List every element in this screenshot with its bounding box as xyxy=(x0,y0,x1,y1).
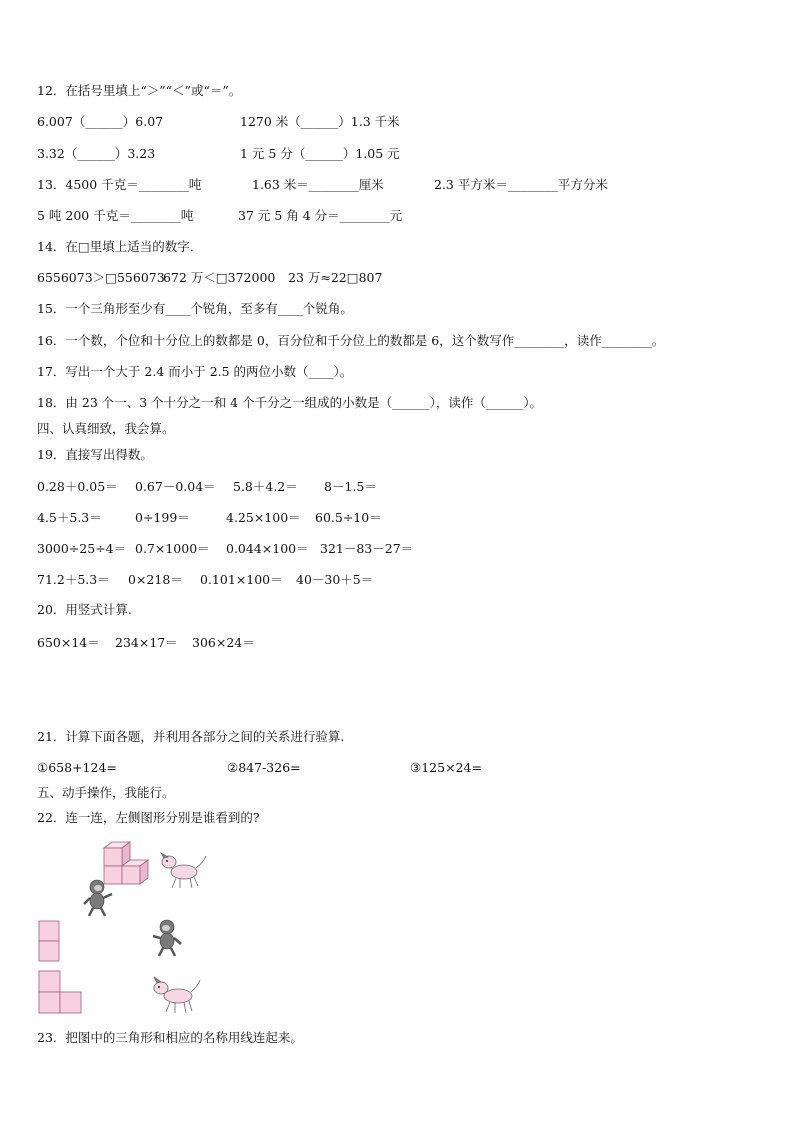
q21-item: ②847-326= xyxy=(227,760,301,775)
q20-item: 234×17＝ xyxy=(115,635,178,650)
section-heading: 五、动手操作，我能行。 xyxy=(37,785,175,800)
monkey-icon xyxy=(82,878,116,918)
q13-item: 13．4500 千克＝________吨 xyxy=(37,177,202,192)
q20-item: 650×14＝ xyxy=(37,635,100,650)
q23-title: 23．把图中的三角形和相应的名称用线连起来。 xyxy=(37,1030,303,1045)
q21-item: ③125×24= xyxy=(410,760,482,775)
q17-text: 17．写出一个大于 2.4 而小于 2.5 的两位小数（____）。 xyxy=(37,364,353,379)
q19-expr: 0.101×100＝ xyxy=(200,572,283,587)
q20-item: 306×24＝ xyxy=(192,635,255,650)
q12-item: 3.32（______）3.23 xyxy=(37,146,156,161)
q19-expr: 4.5＋5.3＝ xyxy=(37,510,102,525)
q19-expr: 0×218＝ xyxy=(128,572,183,587)
q22-title: 22．连一连，左侧图形分别是谁看到的? xyxy=(37,810,260,825)
q19-expr: 60.5÷10＝ xyxy=(315,510,382,525)
q13-item: 2.3 平方米＝________平方分米 xyxy=(434,177,608,192)
q19-expr: 0.67－0.04＝ xyxy=(135,479,216,494)
q19-expr: 71.2＋5.3＝ xyxy=(37,572,110,587)
q14-title: 14．在□里填上适当的数字． xyxy=(37,239,203,254)
q19-expr: 8－1.5＝ xyxy=(324,479,377,494)
section-heading: 四、认真细致，我会算。 xyxy=(37,421,175,436)
q13-item: 5 吨 200 千克＝________吨 xyxy=(37,208,194,223)
q12-item: 1 元 5 分（______）1.05 元 xyxy=(240,146,400,161)
front-view-figure xyxy=(38,920,62,964)
dog-icon xyxy=(158,852,208,892)
q19-expr: 0.28＋0.05＝ xyxy=(37,479,118,494)
side-view-figure xyxy=(38,970,84,1016)
q13-item: 37 元 5 角 4 分＝________元 xyxy=(238,208,403,223)
q14-item: 23 万≈22□807 xyxy=(288,270,383,285)
q19-expr: 40－30＋5＝ xyxy=(296,572,374,587)
q19-expr: 321－83－27＝ xyxy=(320,541,414,556)
q21-title: 21．计算下面各题，并利用各部分之间的关系进行验算. xyxy=(37,729,345,744)
q19-title: 19．直接写出得数。 xyxy=(37,447,153,462)
q19-expr: 4.25×100＝ xyxy=(226,510,301,525)
monkey-icon xyxy=(150,918,184,958)
q12-item: 1270 米（______）1.3 千米 xyxy=(240,114,400,129)
q19-expr: 5.8＋4.2＝ xyxy=(233,479,298,494)
q14-item: 672 万＜□372000 xyxy=(163,270,276,285)
dog-icon xyxy=(150,976,202,1016)
q12-title: 12．在括号里填上“＞”“＜”或“＝”。 xyxy=(37,83,242,98)
q21-item: ①658+124= xyxy=(37,760,117,775)
q13-item: 1.63 米＝________厘米 xyxy=(252,177,384,192)
q19-expr: 0.044×100＝ xyxy=(226,541,309,556)
q12-item: 6.007（______）6.07 xyxy=(37,114,164,129)
q15-text: 15．一个三角形至少有____个锐角，至多有____个锐角。 xyxy=(37,301,353,316)
q19-expr: 0÷199＝ xyxy=(135,510,190,525)
q18-text: 18．由 23 个一、3 个十分之一和 4 个千分之一组成的小数是（______），读作（______）。 xyxy=(37,395,543,410)
q16-text: 16．一个数，个位和十分位上的数都是 0，百分位和千分位上的数都是 6，这个数写作________，读作________。 xyxy=(37,333,665,348)
q19-expr: 3000÷25÷4＝ xyxy=(37,541,127,556)
q20-title: 20．用竖式计算. xyxy=(37,602,132,617)
q14-item: 6556073＞□556073 xyxy=(37,270,165,285)
q19-expr: 0.7×1000＝ xyxy=(135,541,210,556)
